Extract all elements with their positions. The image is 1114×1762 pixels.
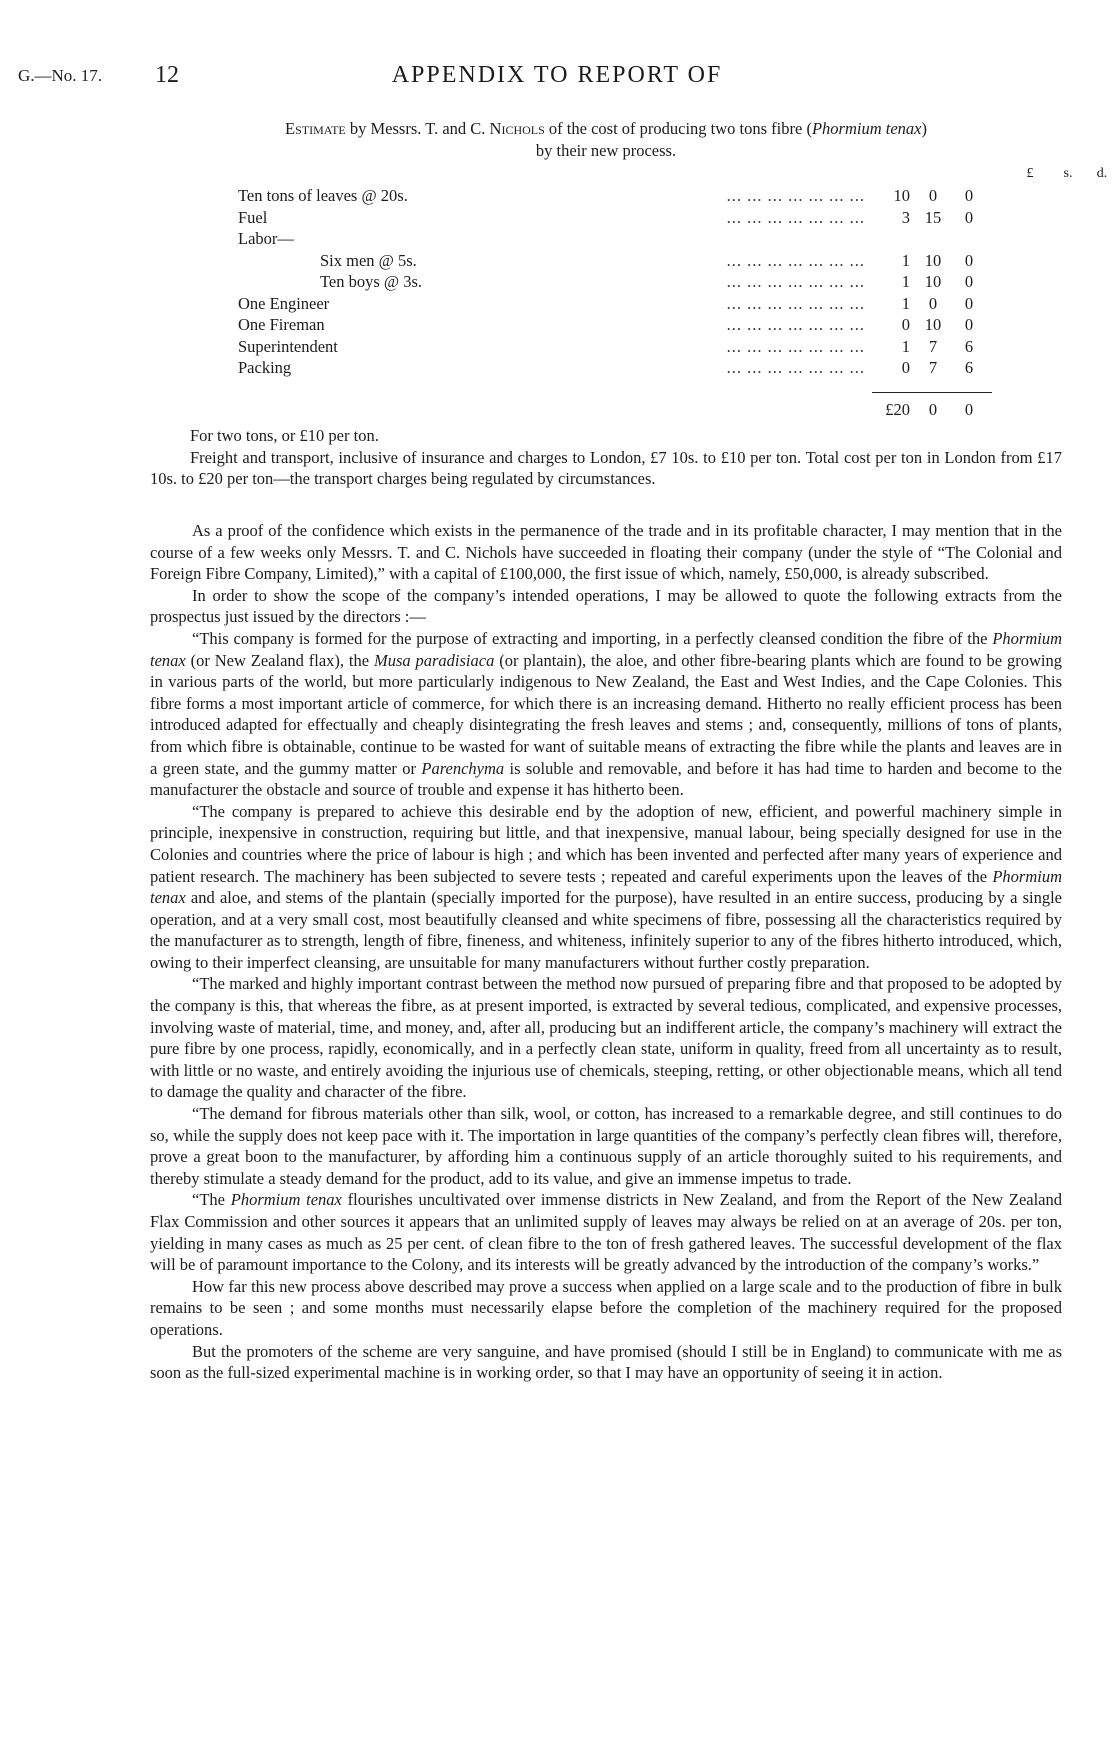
amount-pounds: 10 [893,186,910,205]
row-label: One Engineer [238,293,330,313]
amount-pence: 0 [964,293,974,313]
pounds-header: £ [1026,166,1034,181]
quoted-paragraph: “The Phormium tenax flourishes uncultivated over immense districts in New Zealand, and from the Report of the New Zealand Flax Commission and other sources it appears that an unlimited supply of leaves may always be relied on at an average of 20s. per ton, yielding in many cases as much as 25 per cent. of clean fibre to the ton of fresh gathered leaves. The successful development of the flax will be of paramount importance to the Colony, and its interests will be greatly advanced by the introduction of the company’s works.” [150,1190,1063,1275]
document-reference: G.—No. 17. [18,66,103,85]
amount-pounds: 0 [901,358,910,377]
leader-dots: ... ... ... ... ... ... ... [726,186,865,205]
amount-shillings: 15 [924,207,942,227]
estimate-notes [150,425,1062,490]
quoted-paragraph: “The marked and highly important contrast between the method now pursued of preparing fibre and that proposed to be adopted by the company is this, that whereas the fibre, as at present imported, is extracted by several tedious, complicated, and expensive processes, involving waste of material, time, and money, and, after all, producing but an indifferent article, the company’s machinery will extract the pure fibre by one process, rapidly, economically, and in a perfectly clean state, uniform in quality, freed from all uncertainty as to result, with little or no waste, and entirely avoiding the injurious use of chemicals, steeping, retting, or other objectionable means, which all tend to damage the quality and character of the fibre. [150,974,1062,1102]
amount-pounds: 1 [901,250,910,270]
estimate-row [150,186,1062,208]
amount-shillings: 7 [928,336,938,356]
pence-header: d. [1096,166,1108,181]
leader-dots: ... ... ... ... ... ... ... [726,358,865,377]
paragraph: How far this new process above described may prove a success when applied on a large scale and to the production of fibre in bulk remains to be seen ; and some months must necessarily elapse before the completion of the machinery required for the proposed operations. [150,1276,1062,1339]
row-label: Six men @ 5s. [320,250,417,270]
estimate-title [150,118,1062,162]
estimate-title-line2: by their new process. [535,141,677,160]
estimate-row [150,251,1062,273]
paragraph: In order to show the scope of the company’s intended operations, I may be allowed to quote the following extracts from the prospectus just issued by the directors :— [150,585,1062,627]
amount-pence: 0 [964,315,974,334]
estimate-title-line1: Estimate by Messrs. T. and C. Nichols of the cost of producing two tons fibre (Phormium tenax) [285,119,927,138]
amount-pence: 0 [964,250,974,270]
amount-shillings: 0 [928,186,938,205]
estimate-total-row [150,400,1062,422]
amount-shillings: 10 [924,315,942,334]
estimate-row [150,229,1062,251]
total-pounds: £20 [885,400,910,419]
total-pence: 0 [964,400,974,419]
paragraph: For two tons, or £10 per ton. [190,426,379,445]
total-shillings: 0 [928,400,938,419]
estimate-row [150,337,1062,359]
amount-shillings: 10 [924,250,942,270]
row-label: Ten tons of leaves @ 20s. [238,186,408,205]
estimate-row [150,358,1062,380]
row-label: Packing [238,358,292,377]
amount-pounds: 3 [901,207,910,227]
main-text [150,520,1062,1384]
amount-pounds: 1 [901,336,910,356]
paragraph: But the promoters of the scheme are very sanguine, and have promised (should I still be in England) to communicate with me as soon as the full-sized experimental machine is in working order, so that I may have an opportunity of seeing it in action. [150,1341,1062,1383]
quoted-paragraph: “The company is prepared to achieve this desirable end by the adoption of new, efficient, and powerful machinery simple in principle, inexpensive in construction, requiring but little, and that inexpensive, manual labour, being specially designed for use in the Colonies and countries where the price of labour is high ; and which has been invented and perfected after many years of experience and patient research. The machinery has been subjected to severe tests ; repeated and careful experiments upon the leaves of the Phormium tenax and aloe, and stems of the plantain (specially imported for the purpose), have resulted in an entire success, producing by a single operation, and at a very small cost, most beautifully cleansed and white specimens of fibre, possessing all the characteristics required by the manufacturer as to strength, length of fibre, fineness, and whiteness, infinitely superior to any of the fibres hitherto introduced, which, owing to their imperfect cleansing, are unsuitable for many manufacturers without further costly preparation. [150,801,1062,972]
quoted-paragraph: “This company is formed for the purpose of extracting and importing, in a perfectly cleansed condition the fibre of the Phormium tenax (or New Zealand flax), the Musa paradisiaca (or plantain), the aloe, and other fibre-bearing plants which are found to be growing in various parts of the world, but more particularly indigenous to New Zealand, the East and West Indies, and the Cape Colonies. This fibre forms a most important article of commerce, for which there is an increasing demand. Hitherto no really efficient process has been introduced adapted for effectually and cheaply disintegrating the fresh leaves and stems ; and, consequently, millions of tons of plants, from which fibre is obtainable, continue to be wasted for want of suitable means of extracting the fibre while the plants and leaves are in a green state, and the gummy matter or Parenchyma is soluble and removable, and before it has had time to harden and become to the manufacturer the obstacle and source of trouble and expense it has hitherto been. [150,628,1062,800]
total-rule [872,392,992,393]
estimate-row [150,315,1062,337]
quoted-paragraph: “The demand for fibrous materials other than silk, wool, or cotton, has increased to a remarkable degree, and still continues to do so, while the supply does not keep pace with it. The importation in large quantities of the company’s perfectly clean fibres will, therefore, prove a great boon to the manufacturer, by affording him a continuous supply of an article thoroughly suited to his requirements, and thereby stimulate a steady demand for the product, add to its value, and give an immense impetus to trade. [150,1104,1062,1188]
estimate-row [150,208,1062,230]
row-label: One Fireman [238,315,325,334]
amount-pence: 0 [964,272,974,291]
amount-pounds: 0 [901,315,910,334]
amount-pounds: 1 [901,272,910,291]
leader-dots: ... ... ... ... ... ... ... [726,250,865,270]
page-number: 12 [155,62,179,88]
amount-pounds: 1 [901,293,910,313]
amount-pence: 0 [964,186,974,205]
amount-shillings: 10 [924,272,942,291]
paragraph: As a proof of the confidence which exists in the permanence of the trade and in its profitable character, I may mention that in the course of a few weeks only Messrs. T. and C. Nichols have succeeded in floating their company (under the style of “The Colonial and Foreign Fibre Company, Limited),” with a capital of £100,000, the first issue of which, namely, £50,000, is already subscribed. [150,521,1062,584]
shillings-header: s. [1063,166,1073,181]
leader-dots: ... ... ... ... ... ... ... [726,207,865,227]
page-header [0,60,1114,94]
row-label: Fuel [238,207,268,227]
paragraph: Freight and transport, inclusive of insurance and charges to London, £7 10s. to £10 per ton. Total cost per ton in London from £17 10s. to £20 per ton—the transport charges being regulated by circumstances. [150,447,1062,489]
amount-pence: 0 [964,207,974,227]
amount-shillings: 0 [928,293,938,313]
amount-shillings: 7 [928,358,938,377]
estimate-row [150,294,1062,316]
row-label: Superintendent [238,336,338,356]
amount-pence: 6 [964,336,974,356]
leader-dots: ... ... ... ... ... ... ... [726,272,865,291]
estimate-row [150,272,1062,294]
row-label: Ten boys @ 3s. [320,272,423,291]
row-label: Labor— [238,229,294,248]
leader-dots: ... ... ... ... ... ... ... [726,336,865,356]
running-title: APPENDIX TO REPORT OF [391,62,723,88]
leader-dots: ... ... ... ... ... ... ... [726,293,865,313]
amount-pence: 6 [964,358,974,377]
leader-dots: ... ... ... ... ... ... ... [726,315,865,334]
